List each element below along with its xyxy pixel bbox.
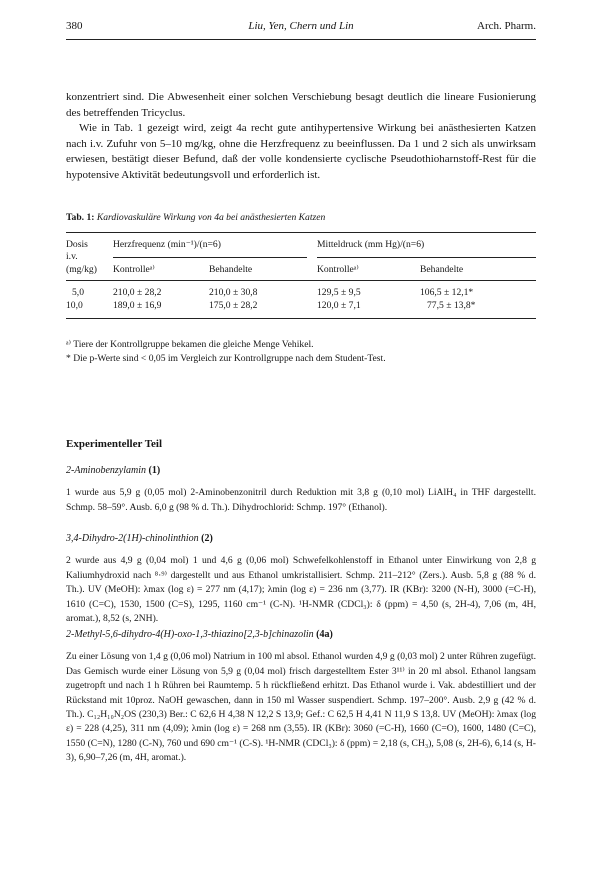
- subsection-title: 3,4-Dihydro-2(1H)-chinolinthion: [66, 533, 199, 544]
- table-cell-control-map: 129,5 ± 9,5: [317, 287, 361, 298]
- running-authors: Liu, Yen, Chern und Lin: [248, 20, 354, 32]
- table-cell-control-map: 120,0 ± 7,1: [317, 300, 361, 311]
- footnote-star: * Die p-Werte sind < 0,05 im Vergleich zur Kontrollgruppe nach dem Student-Test.: [66, 353, 386, 364]
- col-group-heart-rate: Herzfrequenz (min⁻¹)/(n=6): [113, 239, 221, 250]
- table-cell-control-hr: 189,0 ± 16,9: [113, 300, 162, 311]
- subsection-body: Zu einer Lösung von 1,4 g (0,06 mol) Natrium in 100 ml absol. Ethanol wurden 4,9 g (0,03 mol) 2 unter Rühren zugefügt. Das Gemisch wurde einer Lösung von 5,9 g (0,04 mol) frisch dargestelltem Ester 3¹¹⁾ in 20 ml absol. Ethanol langsam zugetropft und nach 1 h Rühren bei Raumtemp. 5 h rückfließend erhitzt. Das Ethanol wurde i. Vak. abdestilliert und der Rückstand mit 10proz. NaOH gewaschen, dann in 150 ml Wasser suspendiert. Schmp. 197–200°. Ausb. 2,9 g (42 % d. Th.). C₁₂H₁₀N₂OS (230,3) Ber.: C 62,6 H 4,38 N 12,2 S 13,9; Gef.: C 62,5 H 4,41 N 11,9 S 13,8. UV (MeOH): λmax (log ε) = 228 (4,25), 311 nm (4,09); λmin (log ε) = 268 nm (3,55). IR (KBr): 3060 (=C-H), 1660 (C=O), 1600, 1480 (C=C), 1550 (C=N), 1280 (C-N), 760 und 690 cm⁻¹ (C-S). ¹H-NMR (CDCl₃): δ (ppm) = 2,18 (s, CH₃), 5,08 (s, 2H-6), 6,14 (s, H-3), 6,90–7,26 (m, 4H, aromat.).: [66, 651, 536, 764]
- subsection-body: 2 wurde aus 4,9 g (0,04 mol) 1 und 4,6 g (0,06 mol) Schwefelkohlenstoff in Ethanol unter Einwirkung von 2,8 g Kaliumhydroxid nach ⁸·⁹⁾ dargestellt und aus Ethanol umkristallisiert. Schmp. 211–212° (Zers.). Ausb. 5,8 g (88 % d. Th.). UV (MeOH): λmax (log ε) = 277 nm (4,17); λmin (log ε) = 236 nm (3,77). IR (KBr): 3200 (N-H), 3000 (=C-H), 1610 (C=C), 1530, 1500 (C=S), 1295, 1160 cm⁻¹ (C-N). ¹H-NMR (CDCl₃): δ (ppm) = 4,50 (s, 2H-4), 7,06 (m, 4H, aromat.), 8,52 (s, 2NH).: [66, 555, 536, 625]
- page-number: 380: [66, 20, 83, 32]
- intro-text: [66, 90, 536, 184]
- table-cell-treated-map: 77,5 ± 13,8*: [427, 300, 476, 311]
- col-head-treated-hr: Behandelte: [209, 264, 253, 275]
- table-caption: [66, 212, 536, 223]
- table-bottom-rule: [66, 318, 536, 319]
- table-cell-dose: 5,0: [72, 287, 84, 298]
- table-caption-text: Kardiovaskuläre Wirkung von 4a bei anästhesierten Katzen: [96, 212, 326, 223]
- table-cell-dose: 10,0: [66, 300, 83, 311]
- footnote-a: ᵃ⁾ Tiere der Kontrollgruppe bekamen die gleiche Menge Vehikel.: [66, 339, 314, 350]
- group-rule-mean-pressure: [317, 257, 536, 258]
- col-head-control-map: Kontrolleᵃ⁾: [317, 264, 359, 275]
- subsection-body: 1 wurde aus 5,9 g (0,05 mol) 2-Aminobenzonitril durch Reduktion mit 3,8 g (0,10 mol) LiAlH₄ in THF dargestellt. Schmp. 58–59°. Ausb. 6,0 g (98 % d. Th.). Dihydrochlorid: Schmp. 197° (Ethanol).: [66, 487, 536, 513]
- group-rule-heart-rate: [113, 257, 307, 258]
- compound-number: (1): [148, 465, 161, 476]
- table-cell-control-hr: 210,0 ± 28,2: [113, 287, 162, 298]
- intro-paragraph-1: konzentriert sind. Die Abwesenheit einer solchen Verschiebung besagt deutlich die lineare Fusionierung des betreffenden Tricyclus.: [66, 91, 536, 119]
- experimental-section-3: [66, 628, 536, 766]
- subsection-title: 2-Methyl-5,6-dihydro-4(H)-oxo-1,3-thiazino[2,3-b]chinazolin: [66, 629, 314, 640]
- table-cell-treated-hr: 175,0 ± 28,2: [209, 300, 258, 311]
- subsection-heading: [66, 628, 536, 642]
- subsection-heading: [66, 532, 536, 546]
- experimental-section-1: [66, 464, 536, 515]
- journal-name: Arch. Pharm.: [477, 20, 536, 32]
- subsection-heading: [66, 464, 536, 478]
- col-head-treated-map: Behandelte: [420, 264, 464, 275]
- table-head-rule: [66, 280, 536, 281]
- compound-number: (4a): [316, 629, 333, 640]
- table-cell-treated-map: 106,5 ± 12,1*: [420, 287, 474, 298]
- header-rule: [66, 39, 536, 40]
- running-header: [66, 20, 536, 36]
- table-caption-label: Tab. 1:: [66, 212, 95, 223]
- col-group-mean-pressure: Mitteldruck (mm Hg)/(n=6): [317, 239, 425, 250]
- col-head-dose-3: (mg/kg): [66, 264, 97, 275]
- table-footnotes: [66, 338, 536, 366]
- section-title: Experimenteller Teil: [66, 438, 163, 450]
- intro-paragraph-2: Wie in Tab. 1 gezeigt wird, zeigt 4a recht gute antihypertensive Wirkung bei anästhesierten Katzen nach i.v. Zufuhr von 5–10 mg/kg, ohne die Herzfrequenz zu beeinflussen. Da 1 und 2 sich als unwirksam erwiesen, bestätigt dieser Befund, daß der volle kondensierte cyclische Pseudothioharnstoff-Rest für die hypotensive Aktivität bedeutungsvoll und erforderlich ist.: [66, 122, 536, 181]
- table-cell-treated-hr: 210,0 ± 30,8: [209, 287, 258, 298]
- col-head-dose-2: i.v.: [66, 251, 78, 262]
- compound-number: (2): [201, 533, 213, 544]
- experimental-section-2: [66, 532, 536, 626]
- table-top-rule: [66, 232, 536, 233]
- col-head-dose-1: Dosis: [66, 239, 88, 250]
- subsection-title: 2-Aminobenzylamin: [66, 465, 146, 476]
- col-head-control-hr: Kontrolleᵃ⁾: [113, 264, 155, 275]
